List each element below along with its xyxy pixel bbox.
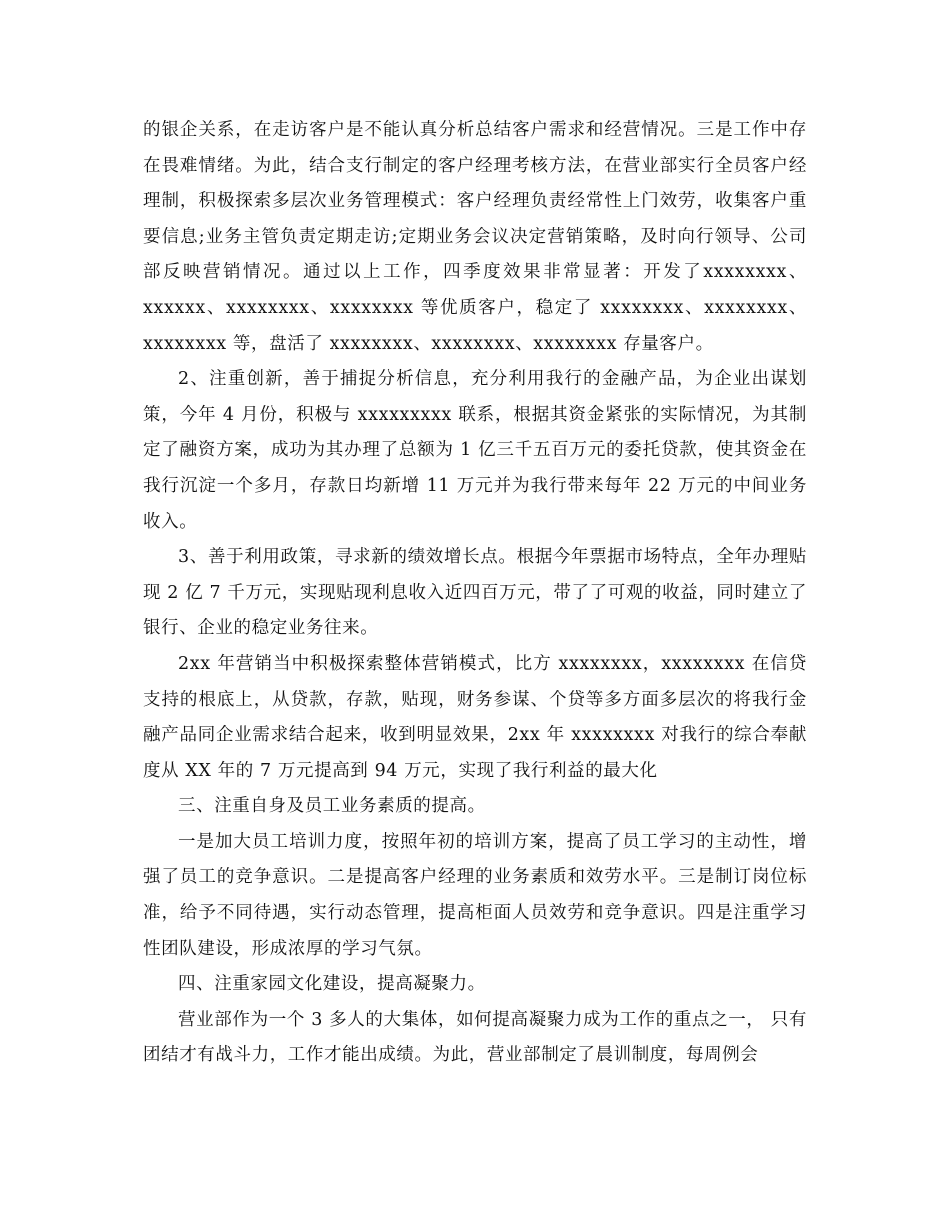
- paragraph-cohesion: 营业部作为一个 3 多人的大集体，如何提高凝聚力成为工作的重点之一， 只有团结才有战斗力，工作才能出成绩。为此，营业部制定了晨训制度，每周例会: [143, 1009, 807, 1066]
- paragraph-integrated-marketing: 2xx 年营销当中积极探索整体营销模式，比方 xxxxxxxx，xxxxxxxx 在信贷支持的根底上，从贷款，存款，贴现，财务参谋、个贷等多方面多层次的将我行金融产品同企业需求结合起来，收到明显效果，2xx 年 xxxxxxxx 对我行的综合奉献度从 XX 年的 7 万元提高到 94 万元，实现了我行利益的最大化: [143, 653, 807, 781]
- paragraph-staff-training: 一是加大员工培训力度，按照年初的培训方案，提高了员工学习的主动性，增强了员工的竞争意识。二是提高客户经理的业务素质和效劳水平。三是制订岗位标准，给予不同待遇，实行动态管理，提高柜面人员效劳和竞争意识。四是注重学习性团队建设，形成浓厚的学习气氛。: [143, 831, 807, 959]
- paragraph-innovation: 2、注重创新，善于捕捉分析信息，充分利用我行的金融产品，为企业出谋划策，今年 4 月份，积极与 xxxxxxxxx 联系，根据其资金紧张的实际情况，为其制定了融资方案，成功为其办理了总额为 1 亿三千五百万元的委托贷款，使其资金在我行沉淀一个多月，存款日均新增 11 万元并为我行带来每年 22 万元的中间业务收入。: [143, 369, 807, 532]
- paragraph-customer-relations: 的银企关系，在走访客户是不能认真分析总结客户需求和经营情况。三是工作中存在畏难情绪。为此，结合支行制定的客户经理考核方法，在营业部实行全员客户经理制，积极探索多层次业务管理模式：客户经理负责经常性上门效劳，收集客户重要信息;业务主管负责定期走访;定期业务会议决定营销策略，及时向行领导、公司部反映营销情况。通过以上工作，四季度效果非常显著：开发了xxxxxxxx、xxxxxx、xxxxxxxx、xxxxxxxx 等优质客户，稳定了 xxxxxxxx、xxxxxxxx、xxxxxxxx 等，盘活了 xxxxxxxx、xxxxxxxx、xxxxxxxx 存量客户。: [143, 120, 807, 354]
- document-body: [143, 113, 807, 1074]
- section-heading-staff-quality: 三、注重自身及员工业务素质的提高。: [178, 796, 486, 817]
- paragraph-policy: 3、善于利用政策，寻求新的绩效增长点。根据今年票据市场特点，全年办理贴现 2 亿 7 千万元，实现贴现利息收入近四百万元，带了了可观的收益，同时建立了银行、企业的稳定业务往来。: [143, 547, 807, 639]
- section-heading-culture: 四、注重家园文化建设，提高凝聚力。: [178, 974, 486, 995]
